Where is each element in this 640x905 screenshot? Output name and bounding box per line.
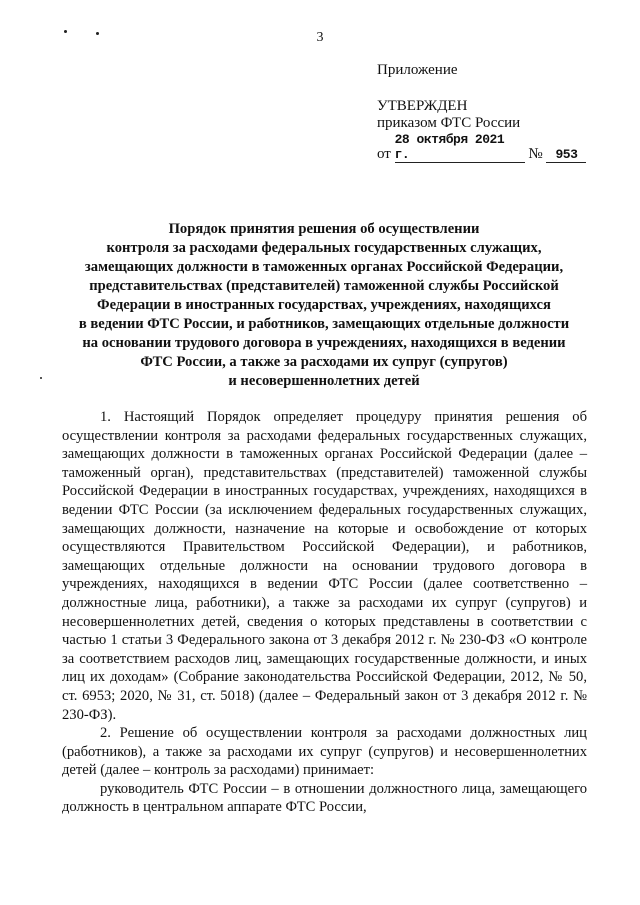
order-date: 28 октября 2021 г. bbox=[394, 132, 505, 162]
document-body bbox=[62, 408, 587, 817]
page-number: 3 bbox=[316, 30, 324, 45]
title-line: на основании трудового договора в учреждениях, находящихся в ведении bbox=[82, 335, 566, 351]
order-number-field bbox=[546, 147, 586, 163]
order-number: 953 bbox=[555, 147, 578, 162]
appendix-label: Приложение bbox=[377, 62, 458, 78]
paragraph: 2. Решение об осуществлении контроля за расходами должностных лиц (работников), а также за расходами их супруг (супругов) и несовершеннолетних детей (далее – контроль за расходами) принимает: bbox=[62, 725, 587, 779]
approval-block bbox=[377, 62, 586, 163]
title-line: Федерации в иностранных государствах, учреждениях, находящихся bbox=[97, 297, 551, 313]
scan-speck bbox=[40, 377, 42, 379]
scan-speck bbox=[64, 30, 67, 33]
title-line: контроля за расходами федеральных государственных служащих, bbox=[106, 240, 542, 256]
approved-label: УТВЕРЖДЕН bbox=[377, 98, 468, 114]
paragraph: 1. Настоящий Порядок определяет процедуру принятия решения об осуществлении контроля за расходами федеральных государственных служащих, замещающих должности в таможенных органах Российской Федерации (далее – таможенный орган), представительствах (представителей) таможенной службы Российской Федерации в иностранных государствах, учреждениях, находящихся в ведении ФТС России (за исключением федеральных государственных служащих, замещающих должности, назначение на которые и освобождение от которых осуществляются Правительством Российской Федерации), и работников, замещающих отдельные должности на основании трудового договора в учреждениях, находящихся в ведении ФТС России (далее соответственно – должностные лица, работники), а также за расходами их супруг (супругов) и несовершеннолетних детей, сведения о которых представлены в соответствии с частью 1 статьи 3 Федерального закона от 3 декабря 2012 г. № 230-ФЗ «О контроле за соответствием расходов лиц, замещающих государственные должности, и иных лиц их доходам» (Собрание законодательства Российской Федерации, 2012, № 50, ст. 6953; 2020, № 31, ст. 5018) (далее – Федеральный закон от 3 декабря 2012 г. № 230-ФЗ). bbox=[62, 409, 587, 723]
date-prefix: от bbox=[377, 146, 391, 162]
order-by-label: приказом ФТС России bbox=[377, 115, 521, 131]
paragraph: руководитель ФТС России – в отношении должностного лица, замещающего должность в центральном аппарате ФТС России, bbox=[62, 780, 587, 816]
title-line: замещающих должности в таможенных органах Российской Федерации, bbox=[84, 259, 564, 275]
document-title bbox=[60, 220, 588, 391]
title-line: и несовершеннолетних детей bbox=[228, 373, 420, 389]
title-line: ФТС России, а также за расходами их супруг (супругов) bbox=[140, 354, 508, 370]
title-line: представительствах (представителей) таможенной службы Российской bbox=[89, 278, 559, 294]
number-prefix: № bbox=[528, 146, 543, 162]
title-line: в ведении ФТС России, и работников, замещающих отдельные должности bbox=[78, 316, 570, 332]
order-date-field bbox=[395, 132, 525, 163]
title-line: Порядок принятия решения об осуществлении bbox=[168, 221, 480, 237]
order-date-line bbox=[377, 132, 586, 163]
scan-speck bbox=[96, 32, 99, 35]
